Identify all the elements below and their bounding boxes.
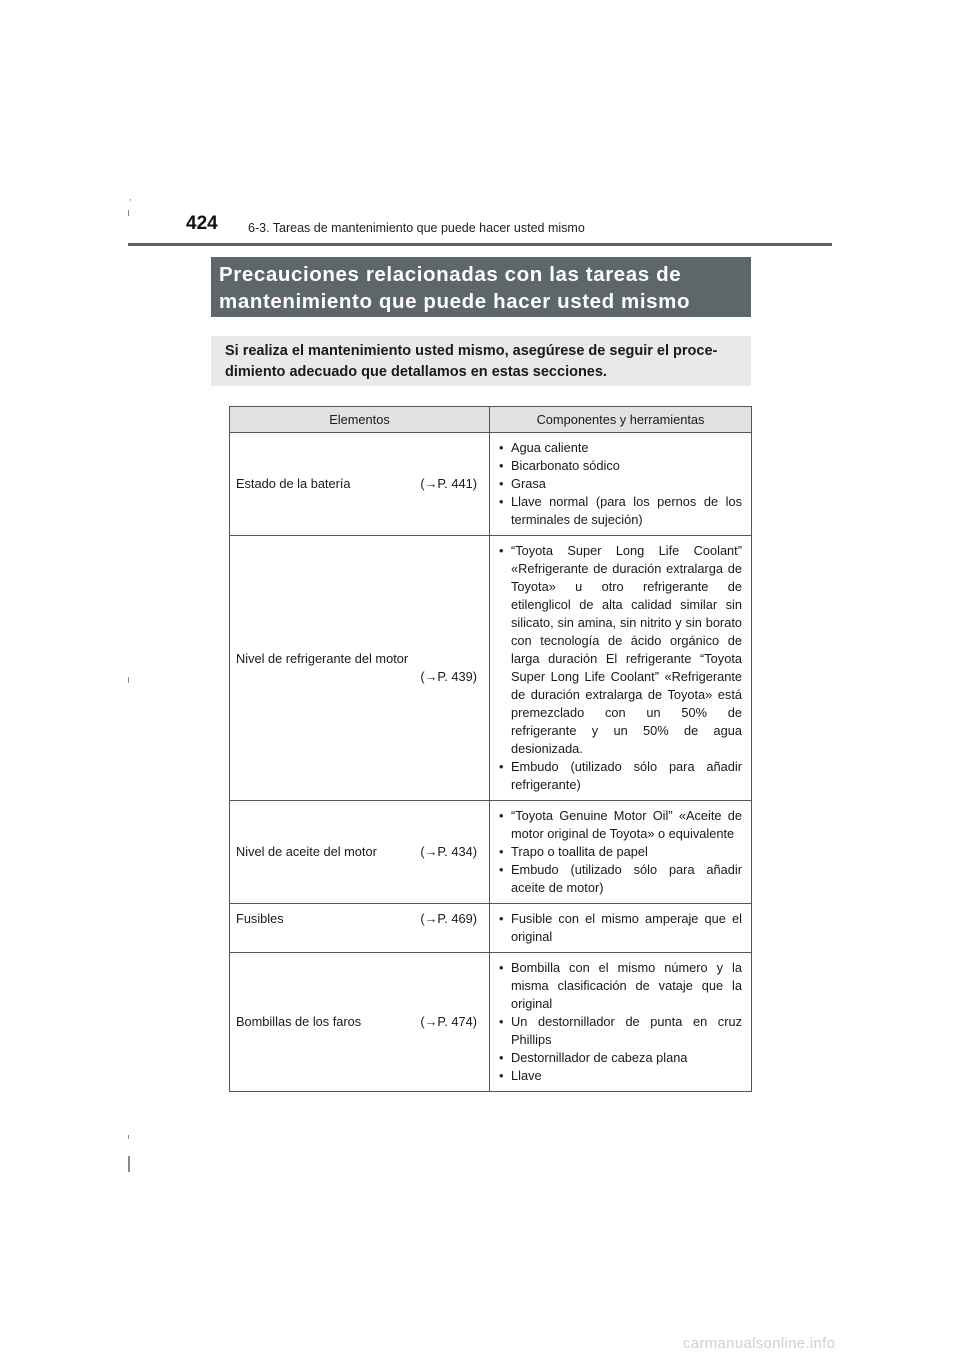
table-row: [230, 904, 752, 953]
list-item: • Llave: [499, 1067, 742, 1085]
element-cell: [230, 904, 490, 953]
heading-box: [211, 257, 751, 317]
element-cell: [230, 801, 490, 904]
page-reference: (→P. 441): [420, 476, 477, 491]
components-cell: [490, 536, 752, 801]
list-item: • Agua caliente: [499, 439, 742, 457]
page-reference: (→P. 439): [420, 669, 477, 684]
list-item: • Destornillador de cabeza plana: [499, 1049, 742, 1067]
margin-tick: [128, 1156, 130, 1172]
intro-line: dimiento adecuado que detallamos en estas secciones.: [225, 364, 607, 380]
crop-mark: ,: [129, 192, 132, 202]
page-reference: (→P. 474): [420, 1014, 477, 1029]
watermark: carmanualsonline.info: [683, 1335, 836, 1352]
header-rule: [128, 243, 832, 246]
element-cell: [230, 433, 490, 536]
components-cell: [490, 433, 752, 536]
intro-line: Si realiza el mantenimiento usted mismo, asegúrese de seguir el proce-: [225, 343, 718, 359]
list-item: • Bombilla con el mismo número y la misma clasificación de vataje que la original: [499, 959, 742, 1013]
element-label: Nivel de aceite del motor: [236, 844, 377, 859]
element-cell: [230, 953, 490, 1092]
list-item: • “Toyota Genuine Motor Oil” «Aceite de motor original de Toyota» o equivalente: [499, 807, 742, 843]
page-reference: (→P. 434): [420, 844, 477, 859]
margin-tick: [128, 210, 129, 216]
components-cell: [490, 953, 752, 1092]
list-item: • Grasa: [499, 475, 742, 493]
list-item: • Trapo o toallita de papel: [499, 843, 742, 861]
list-item: • Llave normal (para los pernos de los terminales de sujeción): [499, 493, 742, 529]
margin-tick: [128, 677, 129, 683]
element-cell: [230, 536, 490, 801]
list-item: • Fusible con el mismo amperaje que el original: [499, 910, 742, 946]
list-item: • Embudo (utilizado sólo para añadir refrigerante): [499, 758, 742, 794]
heading-line: mantenimiento que puede hacer usted mismo: [219, 290, 691, 313]
list-item: • Bicarbonato sódico: [499, 457, 742, 475]
element-label: Estado de la batería: [236, 476, 351, 491]
intro-box: [211, 336, 751, 386]
element-label: Nivel de refrigerante del motor: [236, 651, 409, 666]
column-header-elementos: Elementos: [230, 407, 490, 433]
element-label: Bombillas de los faros: [236, 1014, 362, 1029]
table-header-row: [230, 407, 752, 433]
table-row: [230, 536, 752, 801]
column-header-componentes: Componentes y herramientas: [490, 407, 752, 433]
table-row: [230, 433, 752, 536]
components-cell: [490, 904, 752, 953]
table-row: [230, 801, 752, 904]
list-item: • Un destornillador de punta en cruz Phillips: [499, 1013, 742, 1049]
margin-tick: [128, 1135, 129, 1139]
page-reference: (→P. 469): [420, 911, 477, 926]
table-row: [230, 953, 752, 1092]
section-title: 6-3. Tareas de mantenimiento que puede hacer usted mismo: [248, 221, 585, 235]
list-item: • Embudo (utilizado sólo para añadir aceite de motor): [499, 861, 742, 897]
page-number: 424: [186, 213, 218, 234]
components-table: [229, 406, 752, 1092]
components-cell: [490, 801, 752, 904]
element-label: Fusibles: [236, 911, 284, 926]
heading-line: Precauciones relacionadas con las tareas de: [219, 263, 682, 286]
list-item: • “Toyota Super Long Life Coolant” «Refrigerante de duración extralarga de Toyota» u otro refrigerante de etilenglicol de alta calidad similar sin silicato, sin amina, sin nitrito y sin borato con tecnología de ácido orgánico de larga duración El refrigerante “Toyota Super Long Life Coolant” «Refrigerante de duración extralarga de Toyota» está premezclado con un 50% de refrigerante y un 50% de agua desionizada.: [499, 542, 742, 758]
